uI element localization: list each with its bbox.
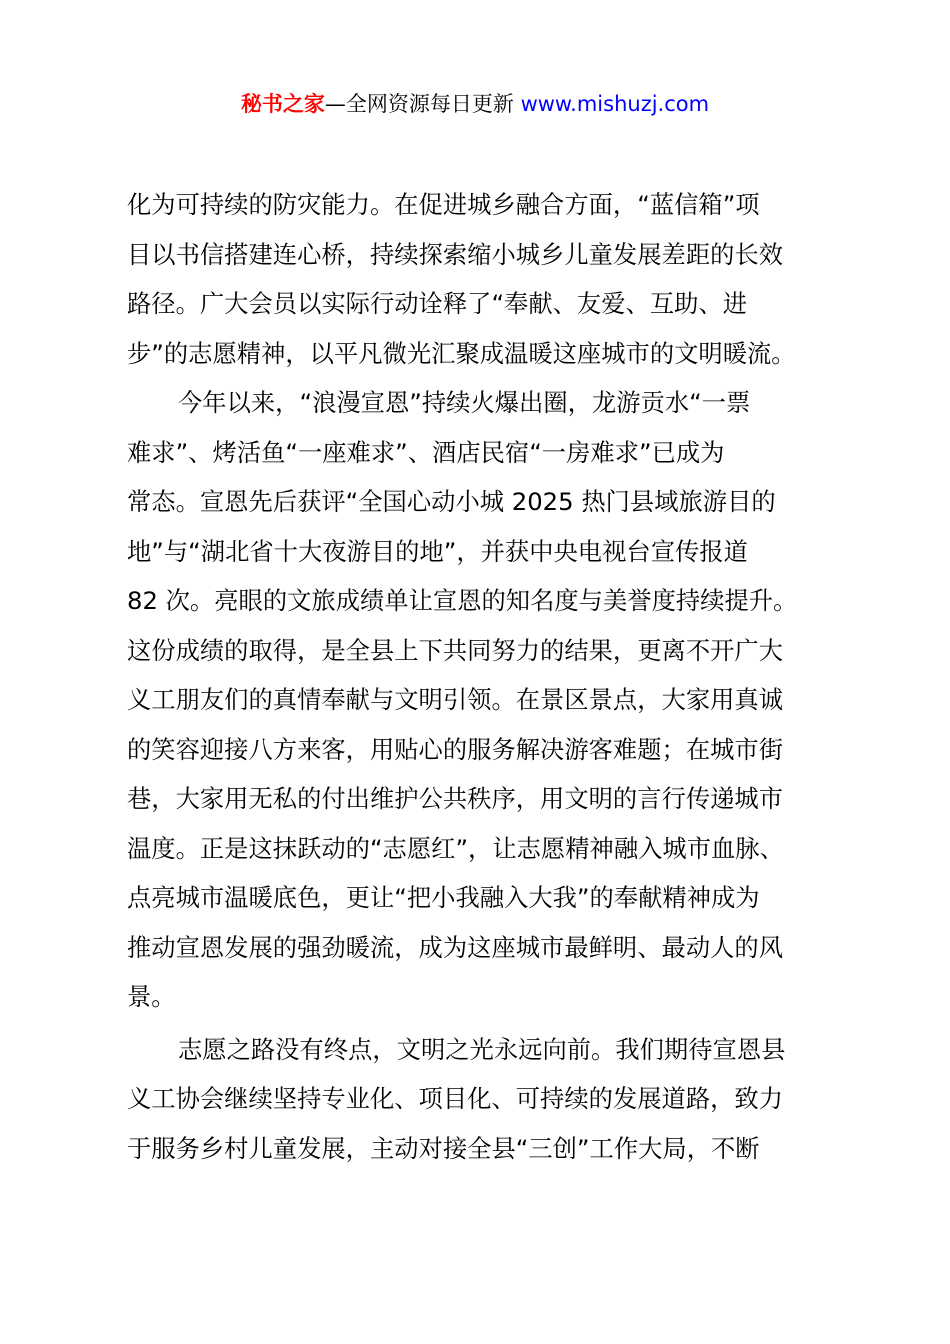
text-line: 目以书信搭建连心桥，持续探索缩小城乡儿童发展差距的长效 (127, 239, 784, 269)
text-line: 化为可持续的防灾能力。在促进城乡融合方面，“蓝信箱”项 (127, 190, 760, 219)
text-line: 常态。宣恩先后获评“全国心动小城 2025 热门县域旅游目的 (127, 487, 776, 516)
text-line: 82 次。亮眼的文旅成绩单让宣恩的知名度与美誉度持续提升。 (127, 586, 798, 615)
text-line: 于服务乡村儿童发展，主动对接全县“三创”工作大局，不断 (127, 1133, 760, 1163)
text-line: 巷，大家用无私的付出维护公共秩序，用文明的言行传递城市 (127, 784, 784, 813)
text-line: 难求”、烤活鱼“一座难求”、酒店民宿“一房难求”已成为 (127, 437, 725, 467)
text-line: 推动宣恩发展的强劲暖流，成为这座城市最鲜明、最动人的风 (127, 932, 784, 962)
paragraph-first-line: 今年以来，“浪漫宣恩”持续火爆出圈，龙游贡水“一票 (178, 388, 751, 417)
document-body (127, 180, 833, 1173)
text-line: 路径。广大会员以实际行动诠释了“奉献、友爱、互助、进 (127, 289, 748, 318)
page-header (0, 88, 950, 120)
text-line: 的笑容迎接八方来客，用贴心的服务解决游客难题；在城市街 (127, 734, 784, 764)
text-line: 地”与“湖北省十大夜游目的地”，并获中央电视台宣传报道 (127, 536, 748, 566)
text-line: 义工朋友们的真情奉献与文明引领。在景区景点，大家用真诚 (127, 685, 784, 714)
header-tagline: —全网资源每日更新 (324, 92, 521, 116)
text-line: 温度。正是这抹跃动的“志愿红”，让志愿精神融入城市血脉、 (127, 833, 784, 863)
site-name: 秘书之家 (240, 92, 325, 116)
paragraph-first-line: 志愿之路没有终点，文明之光永远向前。我们期待宣恩县 (178, 1034, 786, 1064)
text-line: 点亮城市温暖底色，更让“把小我融入大我”的奉献精神成为 (127, 883, 760, 912)
text-line: 义工协会继续坚持专业化、项目化、可持续的发展道路，致力 (127, 1084, 784, 1113)
text-line: 这份成绩的取得，是全县上下共同努力的结果，更离不开广大 (127, 635, 784, 665)
text-line: 景。 (127, 982, 176, 1011)
text-line: 步”的志愿精神，以平凡微光汇聚成温暖这座城市的文明暖流。 (127, 338, 796, 368)
site-url-link[interactable]: www.mishuzj.com (520, 92, 710, 116)
